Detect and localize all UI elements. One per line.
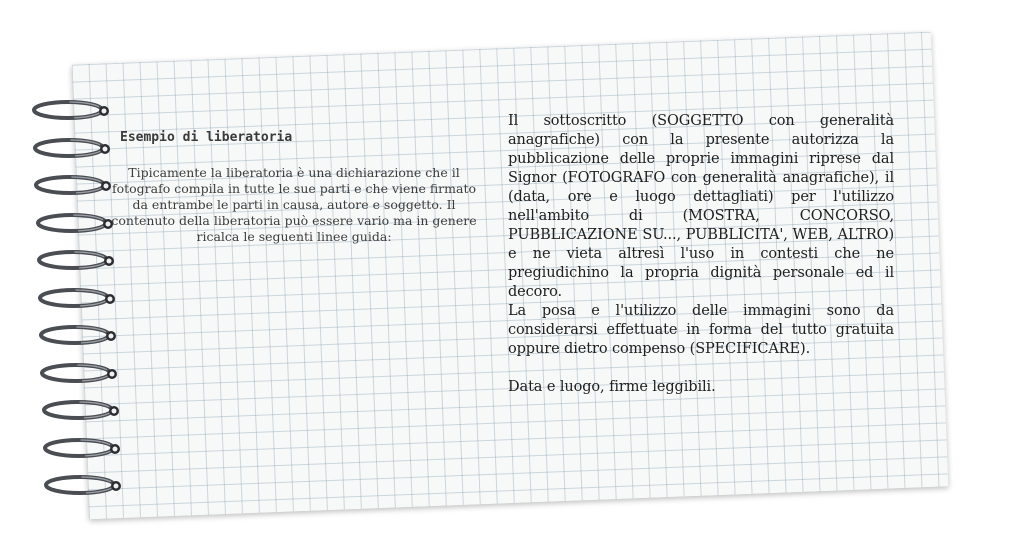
section-title: Esempio di liberatoria [120, 130, 293, 145]
spiral-ring [36, 358, 122, 388]
right-column [508, 112, 894, 397]
spiral-ring [28, 95, 114, 125]
release-paragraph-1: Il sottoscritto (SOGGETTO con generalità anagrafiche) con la presente autorizza la pubblicazione delle proprie immagini riprese dal Signor (FOTOGRAFO con generalità anagrafiche), il (data, ore e luogo dettagliati) per l'utilizzo nell'ambito di (MOSTRA, CONCORSO, PUBBLICAZIONE SU..., PUBBLICITA', WEB, ALTRO) e ne vieta altresì l'uso in contesti che ne pregiudichino la propria dignità personale ed il decoro. [508, 113, 894, 300]
left-column [108, 130, 480, 245]
spiral-ring [38, 395, 124, 425]
spiral-ring [32, 208, 118, 238]
spiral-ring [30, 170, 116, 200]
signature-line: Data e luogo, firme leggibili. [508, 379, 716, 395]
spiral-ring [39, 433, 125, 463]
spiral-ring [29, 133, 115, 163]
spiral-binding [28, 95, 118, 515]
intro-text: Tipicamente la liberatoria è una dichiarazione che il fotografo compila in tutte le sue parti e che viene firmato da entrambe le parti in causa, autore e soggetto. Il contenuto della liberatoria può essere vario ma in genere ricalca le seguenti linee guida: [111, 165, 477, 244]
paragraph-gap [508, 359, 894, 378]
spiral-ring [33, 245, 119, 275]
spiral-ring [35, 320, 121, 350]
spiral-ring [40, 470, 126, 500]
release-paragraph-2: La posa e l'utilizzo delle immagini sono da considerarsi effettuate in forma del tutto gratuita oppure dietro compenso (SPECIFICARE). [508, 303, 894, 357]
spiral-ring [34, 283, 120, 313]
